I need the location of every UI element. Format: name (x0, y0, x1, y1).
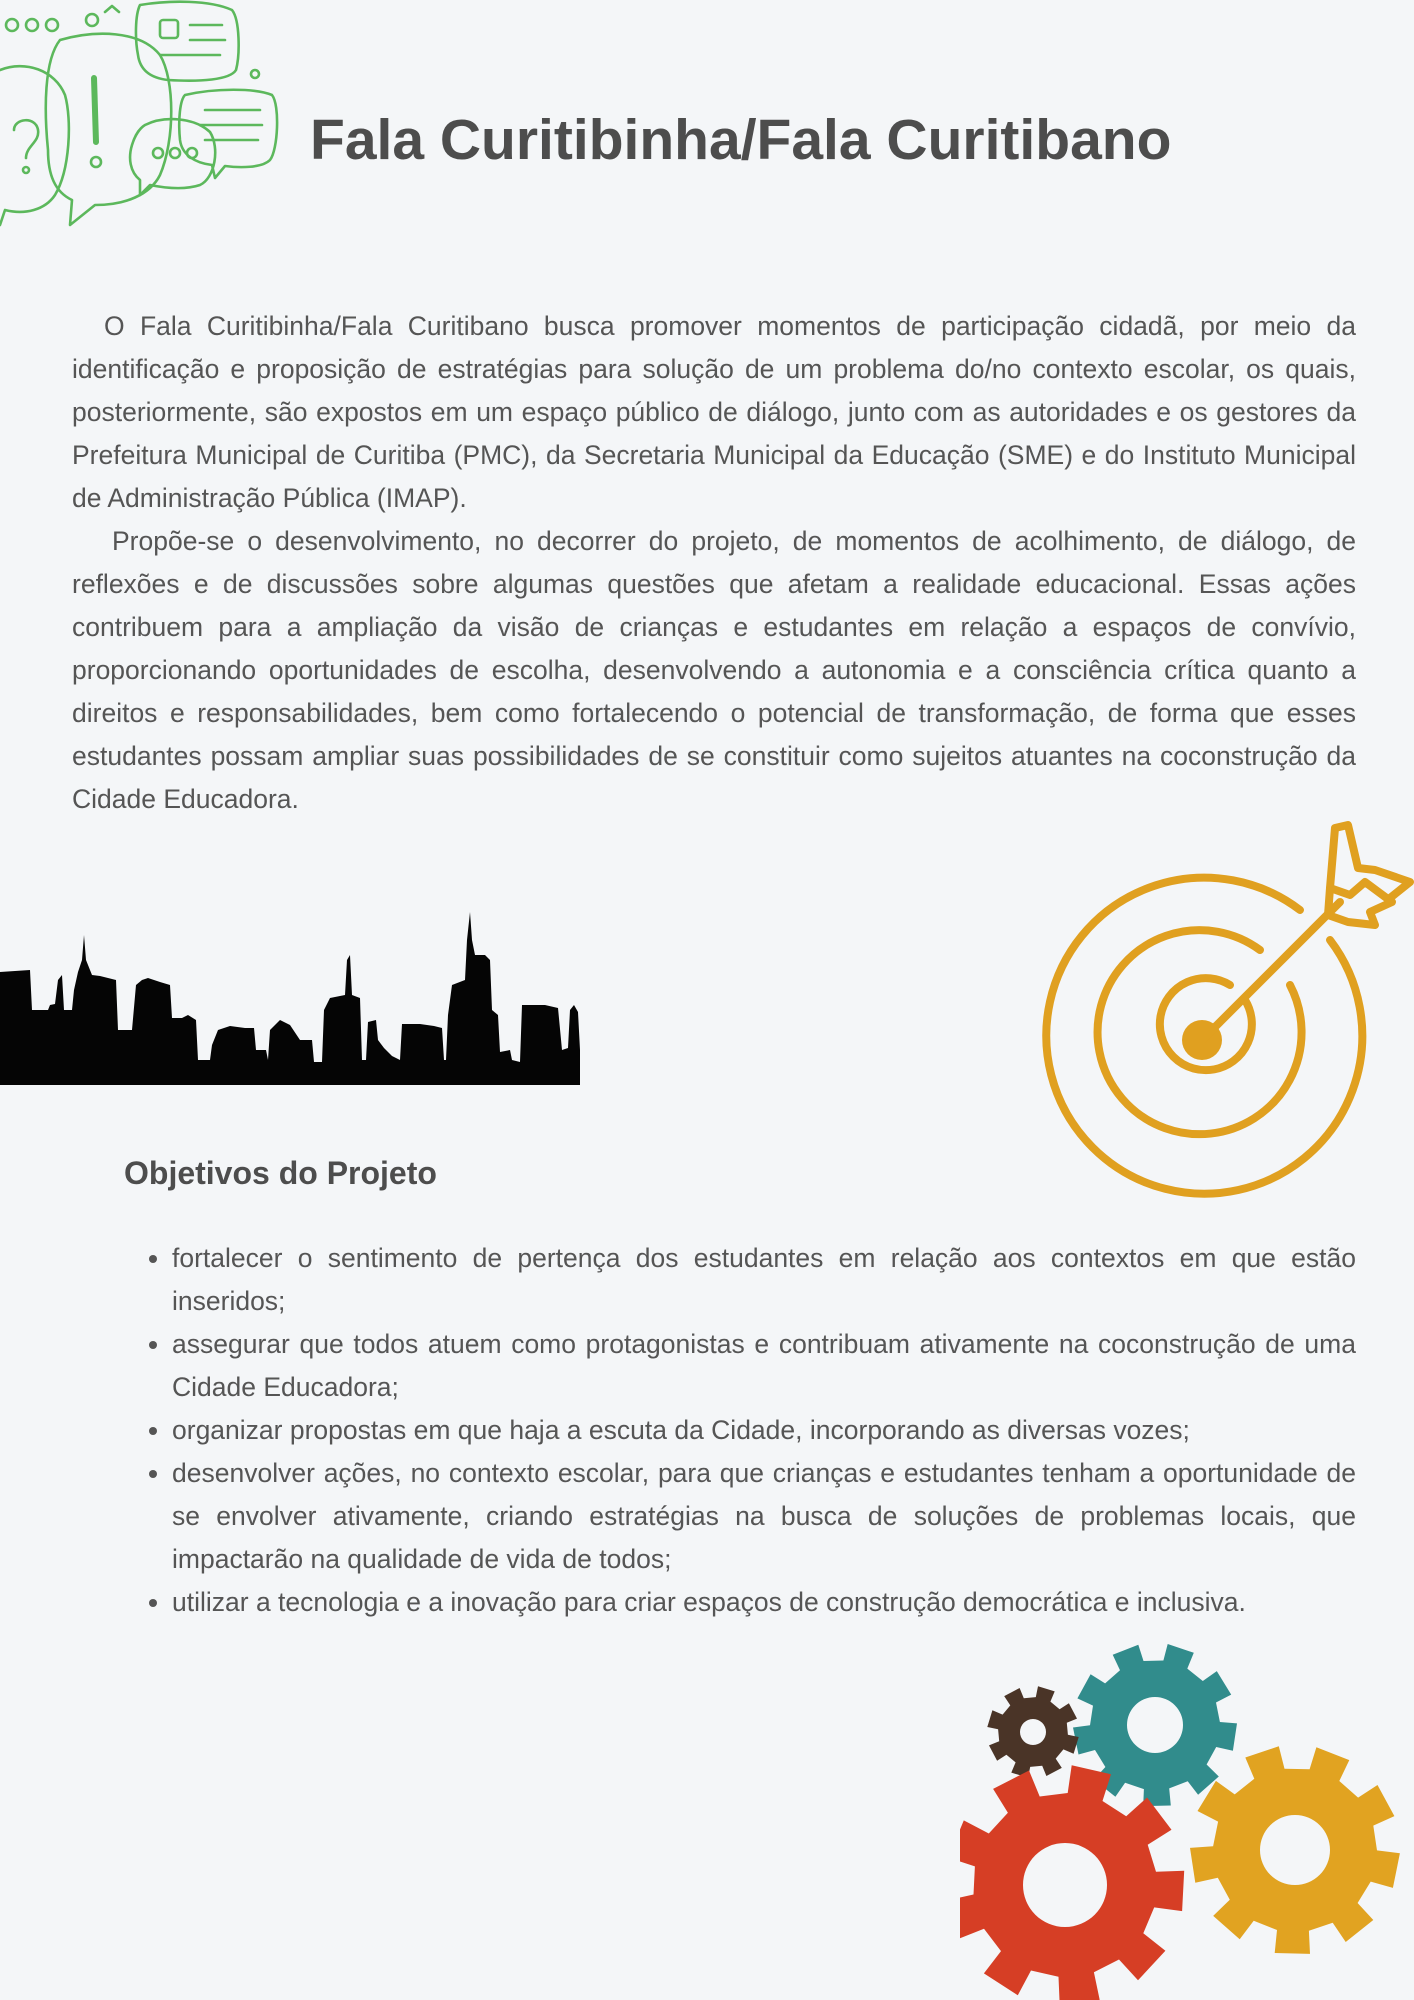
list-item: • fortalecer o sentimento de pertença dos estudantes em relação aos contextos em que estão inseridos; (172, 1237, 1356, 1323)
speech-bubbles-icon (0, 0, 285, 230)
intro-paragraph: O Fala Curitibinha/Fala Curitibano busca promover momentos de participação cidadã, por meio da identificação e proposição de estratégias para solução de um problema do/no contexto escolar, os quais, posteriormente, são expostos em um espaço público de diálogo, junto com as autoridades e os gestores da Prefeitura Municipal de Curitiba (PMC), da Secretaria Municipal da Educação (SME) e do Instituto Municipal de Administração Pública (IMAP). (72, 311, 1356, 513)
gear-brown (987, 1686, 1078, 1777)
city-skyline-icon (0, 900, 580, 1085)
objectives-list (72, 1237, 1356, 1624)
page-title: Fala Curitibinha/Fala Curitibano (310, 108, 1172, 172)
list-item: • assegurar que todos atuem como protagonistas e contribuam ativamente na coconstrução de uma Cidade Educadora; (172, 1323, 1356, 1409)
list-item: • desenvolver ações, no contexto escolar, para que crianças e estudantes tenham a oportunidade de se envolver ativamente, criando estratégias na busca de soluções de problemas locais, que impactarão na qualidade de vida de todos; (172, 1452, 1356, 1581)
list-item: • utilizar a tecnologia e a inovação para criar espaços de construção democrática e inclusiva. (172, 1581, 1356, 1624)
objectives-heading: Objetivos do Projeto (124, 1155, 437, 1191)
gears-icon (960, 1620, 1414, 2000)
intro-text (72, 305, 1356, 821)
list-item: • organizar propostas em que haja a escuta da Cidade, incorporando as diversas vozes; (172, 1409, 1356, 1452)
gear-yellow (1190, 1746, 1400, 1954)
intro-paragraph: Propõe-se o desenvolvimento, no decorrer do projeto, de momentos de acolhimento, de diálogo, de reflexões e de discussões sobre algumas questões que afetam a realidade educacional. Essas ações contribuem para a ampliação da visão de crianças e estudantes em relação a espaços de convívio, proporcionando oportunidades de escolha, desenvolvendo a autonomia e a consciência crítica quanto a direitos e responsabilidades, bem como fortalecendo o potencial de transformação, de forma que esses estudantes possam ampliar suas possibilidades de se constituir como sujeitos atuantes na coconstrução da Cidade Educadora. (72, 526, 1356, 814)
target-arrow-icon (1030, 820, 1414, 1205)
